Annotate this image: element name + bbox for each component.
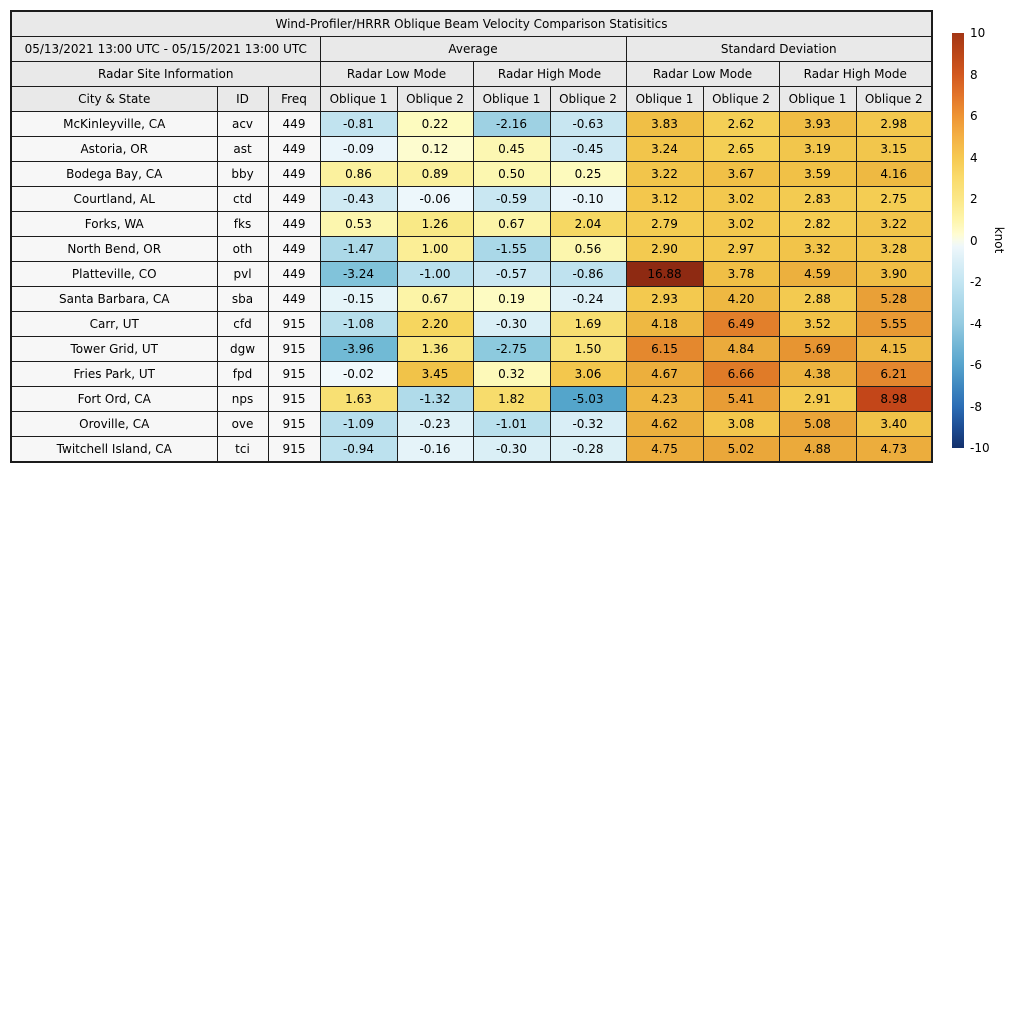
value-cell: 6.15	[626, 337, 703, 362]
colorbar-tick-label: 2	[970, 192, 978, 206]
average-group-header: Average	[320, 37, 626, 62]
colorbar-unit-label: knot	[992, 226, 1006, 254]
value-cell: -0.63	[550, 112, 626, 137]
freq-header: Freq	[268, 87, 320, 112]
id-cell: ove	[217, 412, 268, 437]
value-cell: 1.00	[397, 237, 473, 262]
value-cell: 3.06	[550, 362, 626, 387]
value-cell: 4.75	[626, 437, 703, 463]
id-cell: cfd	[217, 312, 268, 337]
value-cell: 4.73	[856, 437, 932, 463]
table-row	[11, 212, 932, 237]
value-cell: 3.28	[856, 237, 932, 262]
value-cell: 2.82	[779, 212, 856, 237]
value-cell: 2.83	[779, 187, 856, 212]
value-cell: 0.89	[397, 162, 473, 187]
oblique2-header: Oblique 2	[703, 87, 779, 112]
value-cell: -0.24	[550, 287, 626, 312]
value-cell: 4.59	[779, 262, 856, 287]
value-cell: 0.22	[397, 112, 473, 137]
value-cell: 5.02	[703, 437, 779, 463]
value-cell: -0.28	[550, 437, 626, 463]
value-cell: 4.23	[626, 387, 703, 412]
table-row	[11, 412, 932, 437]
value-cell: 1.69	[550, 312, 626, 337]
id-cell: bby	[217, 162, 268, 187]
value-cell: 3.24	[626, 137, 703, 162]
table-row	[11, 312, 932, 337]
colorbar-tick-label: -8	[970, 399, 982, 414]
value-cell: 3.78	[703, 262, 779, 287]
value-cell: 0.19	[473, 287, 550, 312]
value-cell: 1.36	[397, 337, 473, 362]
value-cell: 6.49	[703, 312, 779, 337]
freq-cell: 915	[268, 387, 320, 412]
value-cell: 4.16	[856, 162, 932, 187]
value-cell: -0.59	[473, 187, 550, 212]
table-row	[11, 337, 932, 362]
value-cell: 4.67	[626, 362, 703, 387]
colorbar-tick-label: -10	[970, 441, 990, 455]
id-cell: acv	[217, 112, 268, 137]
table-row	[11, 237, 932, 262]
value-cell: 3.02	[703, 187, 779, 212]
city-cell: Twitchell Island, CA	[11, 437, 217, 463]
value-cell: 0.56	[550, 237, 626, 262]
colorbar-tick-label: 4	[970, 150, 978, 165]
value-cell: -3.96	[320, 337, 397, 362]
freq-cell: 915	[268, 437, 320, 463]
value-cell: 0.45	[473, 137, 550, 162]
value-cell: 4.84	[703, 337, 779, 362]
value-cell: 4.88	[779, 437, 856, 463]
value-cell: 3.08	[703, 412, 779, 437]
colorbar-tick-label: 0	[970, 233, 978, 248]
value-cell: -0.10	[550, 187, 626, 212]
value-cell: 3.02	[703, 212, 779, 237]
id-cell: nps	[217, 387, 268, 412]
freq-cell: 449	[268, 162, 320, 187]
oblique1-header: Oblique 1	[779, 87, 856, 112]
id-cell: fks	[217, 212, 268, 237]
value-cell: 2.93	[626, 287, 703, 312]
table-title: Wind-Profiler/HRRR Oblique Beam Velocity Comparison Statisitics	[11, 11, 932, 37]
column-header-row	[11, 87, 932, 112]
value-cell: 3.67	[703, 162, 779, 187]
value-cell: -0.15	[320, 287, 397, 312]
oblique1-header: Oblique 1	[626, 87, 703, 112]
value-cell: -5.03	[550, 387, 626, 412]
id-cell: fpd	[217, 362, 268, 387]
city-cell: Santa Barbara, CA	[11, 287, 217, 312]
std-group-header: Standard Deviation	[626, 37, 932, 62]
colorbar-tick-label: -6	[970, 358, 982, 372]
value-cell: 2.91	[779, 387, 856, 412]
id-cell: sba	[217, 287, 268, 312]
value-cell: -0.02	[320, 362, 397, 387]
value-cell: 3.32	[779, 237, 856, 262]
value-cell: -0.30	[473, 312, 550, 337]
value-cell: 3.45	[397, 362, 473, 387]
value-cell: 0.67	[397, 287, 473, 312]
value-cell: 1.82	[473, 387, 550, 412]
value-cell: 3.22	[626, 162, 703, 187]
value-cell: 2.75	[856, 187, 932, 212]
value-cell: 1.63	[320, 387, 397, 412]
value-cell: 5.41	[703, 387, 779, 412]
value-cell: -0.86	[550, 262, 626, 287]
value-cell: 0.86	[320, 162, 397, 187]
freq-cell: 915	[268, 337, 320, 362]
table-row	[11, 437, 932, 463]
value-cell: -3.24	[320, 262, 397, 287]
oblique2-header: Oblique 2	[550, 87, 626, 112]
value-cell: 5.55	[856, 312, 932, 337]
table-row	[11, 287, 932, 312]
city-cell: McKinleyville, CA	[11, 112, 217, 137]
value-cell: 0.32	[473, 362, 550, 387]
value-cell: 2.98	[856, 112, 932, 137]
value-cell: -1.55	[473, 237, 550, 262]
value-cell: -0.16	[397, 437, 473, 463]
group-header-row	[11, 37, 932, 62]
value-cell: 1.26	[397, 212, 473, 237]
value-cell: 5.28	[856, 287, 932, 312]
value-cell: 3.15	[856, 137, 932, 162]
value-cell: 6.66	[703, 362, 779, 387]
freq-cell: 449	[268, 212, 320, 237]
mode-header-row	[11, 62, 932, 87]
city-cell: Tower Grid, UT	[11, 337, 217, 362]
city-cell: North Bend, OR	[11, 237, 217, 262]
id-cell: pvl	[217, 262, 268, 287]
city-cell: Fries Park, UT	[11, 362, 217, 387]
value-cell: 2.88	[779, 287, 856, 312]
value-cell: 1.50	[550, 337, 626, 362]
value-cell: -1.08	[320, 312, 397, 337]
value-cell: -1.47	[320, 237, 397, 262]
city-cell: Courtland, AL	[11, 187, 217, 212]
value-cell: -0.94	[320, 437, 397, 463]
value-cell: 16.88	[626, 262, 703, 287]
oblique1-header: Oblique 1	[320, 87, 397, 112]
value-cell: 3.59	[779, 162, 856, 187]
freq-cell: 449	[268, 237, 320, 262]
value-cell: -0.30	[473, 437, 550, 463]
value-cell: -0.32	[550, 412, 626, 437]
stats-table	[10, 10, 933, 463]
value-cell: 3.93	[779, 112, 856, 137]
freq-cell: 449	[268, 112, 320, 137]
std-low-mode-header: Radar Low Mode	[626, 62, 779, 87]
title-row	[11, 11, 932, 37]
value-cell: 3.40	[856, 412, 932, 437]
id-cell: tci	[217, 437, 268, 463]
value-cell: 3.52	[779, 312, 856, 337]
table-row	[11, 387, 932, 412]
value-cell: 3.90	[856, 262, 932, 287]
id-cell: oth	[217, 237, 268, 262]
table-row	[11, 187, 932, 212]
colorbar-tick-label: 8	[970, 67, 978, 82]
value-cell: 5.69	[779, 337, 856, 362]
value-cell: 5.08	[779, 412, 856, 437]
id-header: ID	[217, 87, 268, 112]
value-cell: 2.90	[626, 237, 703, 262]
city-header: City & State	[11, 87, 217, 112]
colorbar-tick-label: 6	[970, 109, 978, 123]
value-cell: 2.62	[703, 112, 779, 137]
value-cell: -0.06	[397, 187, 473, 212]
freq-cell: 449	[268, 187, 320, 212]
table-row	[11, 262, 932, 287]
city-cell: Platteville, CO	[11, 262, 217, 287]
id-cell: ast	[217, 137, 268, 162]
value-cell: 0.53	[320, 212, 397, 237]
table-row	[11, 112, 932, 137]
site-info-header: Radar Site Information	[11, 62, 320, 87]
value-cell: 0.67	[473, 212, 550, 237]
table-row	[11, 362, 932, 387]
std-high-mode-header: Radar High Mode	[779, 62, 932, 87]
value-cell: 4.38	[779, 362, 856, 387]
value-cell: -1.01	[473, 412, 550, 437]
table-row	[11, 162, 932, 187]
value-cell: 2.20	[397, 312, 473, 337]
freq-cell: 449	[268, 262, 320, 287]
value-cell: 4.18	[626, 312, 703, 337]
oblique1-header: Oblique 1	[473, 87, 550, 112]
value-cell: 4.20	[703, 287, 779, 312]
city-cell: Forks, WA	[11, 212, 217, 237]
freq-cell: 915	[268, 312, 320, 337]
id-cell: ctd	[217, 187, 268, 212]
colorbar	[952, 33, 964, 448]
value-cell: -1.00	[397, 262, 473, 287]
colorbar-tick-label: 10	[970, 26, 986, 40]
value-cell: 2.97	[703, 237, 779, 262]
city-cell: Oroville, CA	[11, 412, 217, 437]
value-cell: -0.23	[397, 412, 473, 437]
value-cell: -1.09	[320, 412, 397, 437]
city-cell: Carr, UT	[11, 312, 217, 337]
freq-cell: 915	[268, 362, 320, 387]
value-cell: -0.81	[320, 112, 397, 137]
value-cell: -2.75	[473, 337, 550, 362]
value-cell: 2.65	[703, 137, 779, 162]
value-cell: 3.22	[856, 212, 932, 237]
value-cell: 6.21	[856, 362, 932, 387]
value-cell: -1.32	[397, 387, 473, 412]
city-cell: Bodega Bay, CA	[11, 162, 217, 187]
freq-cell: 449	[268, 287, 320, 312]
value-cell: 3.83	[626, 112, 703, 137]
value-cell: -0.57	[473, 262, 550, 287]
value-cell: 8.98	[856, 387, 932, 412]
value-cell: -2.16	[473, 112, 550, 137]
value-cell: 2.79	[626, 212, 703, 237]
oblique2-header: Oblique 2	[397, 87, 473, 112]
city-cell: Fort Ord, CA	[11, 387, 217, 412]
value-cell: 0.50	[473, 162, 550, 187]
value-cell: 2.04	[550, 212, 626, 237]
avg-low-mode-header: Radar Low Mode	[320, 62, 473, 87]
value-cell: -0.43	[320, 187, 397, 212]
colorbar-tick-label: -2	[970, 275, 982, 289]
value-cell: -0.45	[550, 137, 626, 162]
colorbar-tick-label: -4	[970, 316, 982, 331]
value-cell: 0.25	[550, 162, 626, 187]
freq-cell: 449	[268, 137, 320, 162]
table-row	[11, 137, 932, 162]
freq-cell: 915	[268, 412, 320, 437]
value-cell: 4.62	[626, 412, 703, 437]
value-cell: -0.09	[320, 137, 397, 162]
city-cell: Astoria, OR	[11, 137, 217, 162]
value-cell: 3.12	[626, 187, 703, 212]
value-cell: 4.15	[856, 337, 932, 362]
id-cell: dgw	[217, 337, 268, 362]
avg-high-mode-header: Radar High Mode	[473, 62, 626, 87]
value-cell: 3.19	[779, 137, 856, 162]
period-cell: 05/13/2021 13:00 UTC - 05/15/2021 13:00 UTC	[11, 37, 320, 62]
oblique2-header: Oblique 2	[856, 87, 932, 112]
value-cell: 0.12	[397, 137, 473, 162]
